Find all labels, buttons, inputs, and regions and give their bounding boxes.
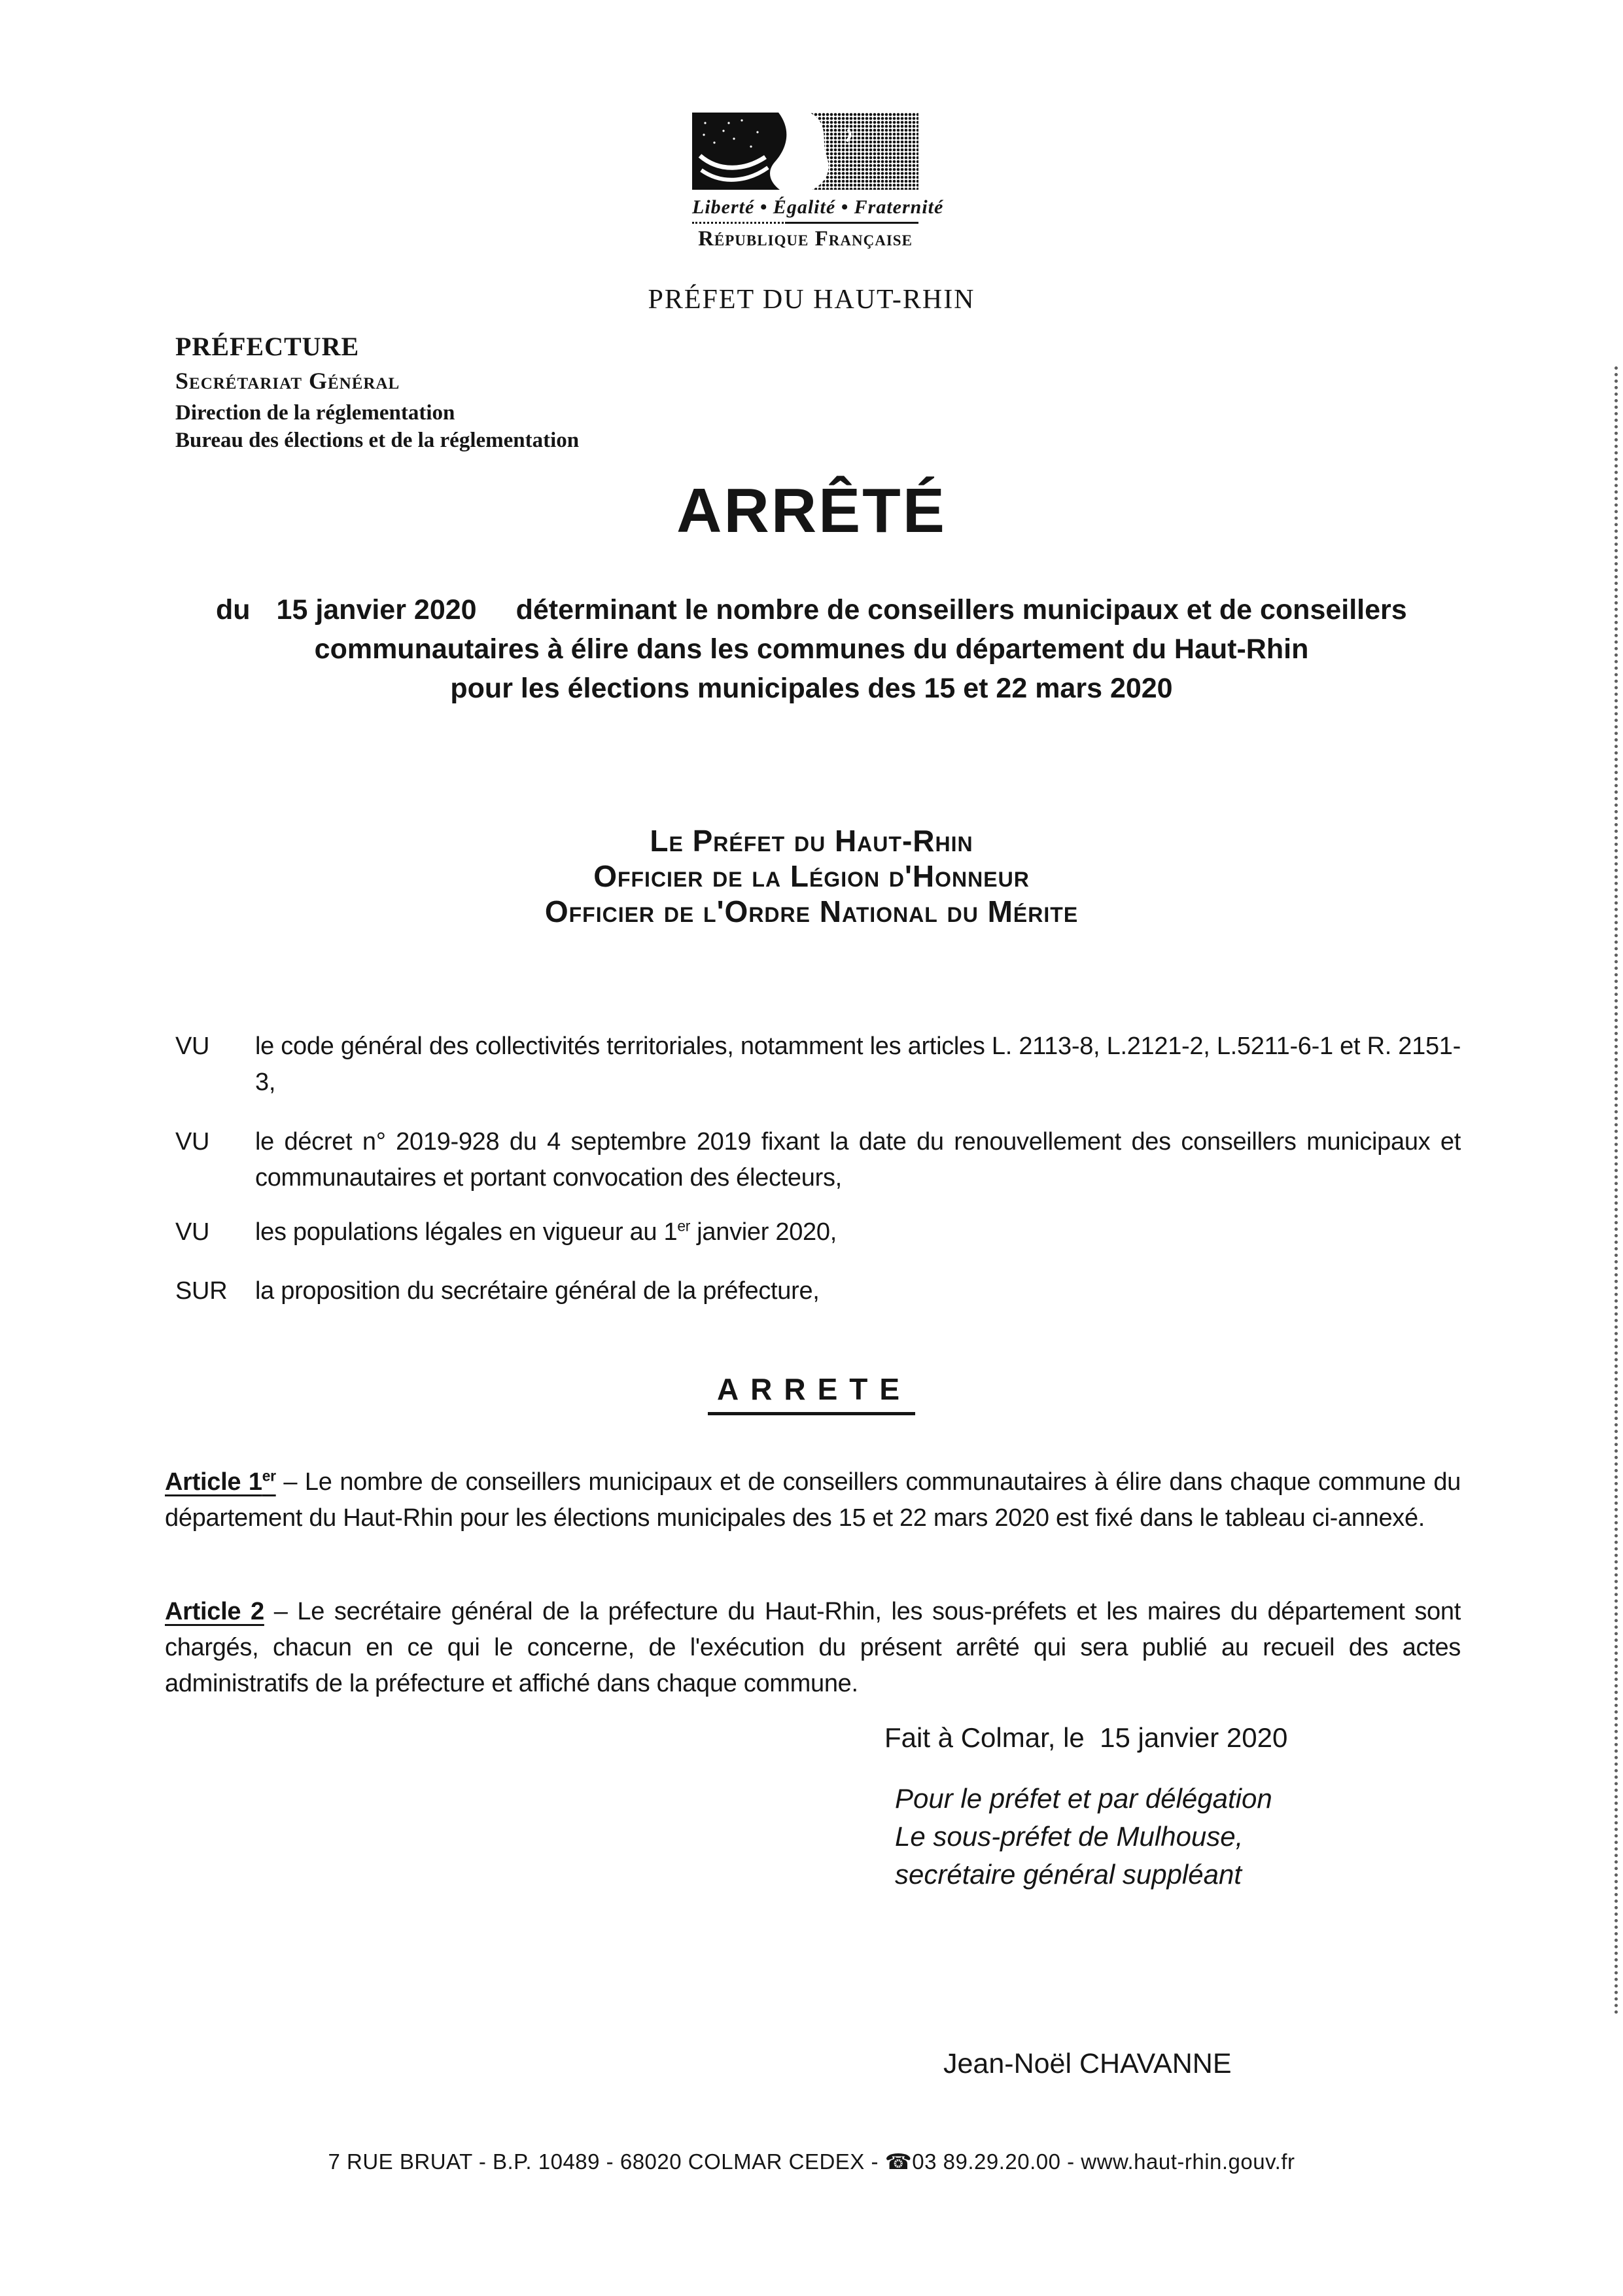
- subtitle-line-3: pour les élections municipales des 15 et 22 mars 2020: [450, 673, 1173, 704]
- clause-label: VU: [175, 1218, 210, 1246]
- footer-address-line: [0, 2149, 1623, 2174]
- subtitle-line-1-text: déterminant le nombre de conseillers municipaux et de conseillers: [515, 594, 1407, 626]
- authority-line-3: Officier de l'Ordre National du Mérite: [544, 894, 1079, 928]
- article-2-label: [165, 1598, 264, 1625]
- clause-vu-2: [175, 1124, 1461, 1196]
- phone-icon: ☎: [884, 2149, 913, 2174]
- article-1-label: [165, 1468, 276, 1496]
- prefet-du-haut-rhin-line: PRÉFET DU HAUT-RHIN: [648, 285, 975, 315]
- scan-artifact-line: [1614, 366, 1618, 2015]
- clause-label: VU: [175, 1033, 210, 1060]
- logo-motto: Liberté • Égalité • Fraternité: [692, 196, 944, 218]
- article-2: [165, 1594, 1461, 1702]
- article-2-label-text: Article 2: [165, 1598, 264, 1625]
- footer-address: 7 RUE BRUAT - B.P. 10489 - 68020 COLMAR CEDEX -: [328, 2149, 879, 2174]
- marianne-logo-block: [692, 113, 944, 251]
- delegation-line-3: secrétaire général suppléant: [895, 1859, 1242, 1890]
- article-1-label-text: Article 1: [165, 1468, 262, 1496]
- document-title: ARRÊTÉ: [676, 476, 947, 546]
- issuing-service-block: [175, 331, 579, 453]
- clause-sur: [175, 1273, 1461, 1309]
- clause-vu-1: [175, 1029, 1461, 1101]
- article-2-body: – Le secrétaire général de la préfecture du Haut-Rhin, les sous-préfets et les maires du département sont chargés, chacun en ce qui le concerne, de l'exécution du présent arrêté qui sera publié au recueil des actes administratifs de la préfecture et affiché dans chaque commune.: [165, 1598, 1461, 1697]
- secretariat-label: Secrétariat Général: [175, 368, 400, 394]
- article-1-body: – Le nombre de conseillers municipaux et de conseillers communautaires à élire dans chaque commune du département du Haut-Rhin pour les élections municipales des 15 et 22 mars 2020 est fixé dans le tableau ci-annexé.: [165, 1468, 1461, 1532]
- article-1: [165, 1464, 1461, 1536]
- bureau-label: Bureau des élections et de la réglementation: [175, 429, 580, 452]
- signatory-name: Jean-Noël CHAVANNE: [943, 2048, 1232, 2079]
- clause-text-pre: les populations légales en vigueur au 1: [255, 1218, 678, 1246]
- subtitle-line-2: communautaires à élire dans les communes du département du Haut-Rhin: [314, 633, 1309, 665]
- authority-block: [0, 823, 1623, 929]
- logo-divider-solid: [787, 222, 918, 224]
- clause-text: [255, 1214, 1461, 1250]
- clause-text: le code général des collectivités territoriales, notamment les articles L. 2113-8, L.2121-2, L.5211-6-1 et R. 2151-3,: [255, 1033, 1461, 1096]
- prefecture-label: PRÉFECTURE: [175, 332, 360, 361]
- clause-label: SUR: [175, 1277, 228, 1305]
- clause-text: le décret n° 2019-928 du 4 septembre 2019 fixant la date du renouvellement des conseillers municipaux et communautaires et portant convocation des électeurs,: [255, 1128, 1461, 1192]
- logo-divider: [692, 222, 918, 224]
- arrete-heading-wrap: [0, 1371, 1623, 1415]
- subtitle-line-1: [216, 594, 1407, 626]
- direction-label: Direction de la réglementation: [175, 401, 455, 425]
- delegation-block: [895, 1780, 1272, 1894]
- arrete-heading: ARRETE: [708, 1371, 915, 1415]
- ordinal-superscript: er: [262, 1467, 276, 1485]
- delegation-line-1: Pour le préfet et par délégation: [895, 1783, 1272, 1814]
- delegation-line-2: Le sous-préfet de Mulhouse,: [895, 1821, 1244, 1852]
- place-and-date-line: Fait à Colmar, le 15 janvier 2020: [884, 1722, 1288, 1753]
- decree-date: 15 janvier 2020: [276, 594, 477, 626]
- clause-text: la proposition du secrétaire général de la préfecture,: [255, 1277, 820, 1305]
- clause-text-post: janvier 2020,: [697, 1218, 837, 1246]
- ordinal-superscript: er: [677, 1217, 690, 1235]
- subtitle-du: du: [216, 594, 251, 626]
- clause-vu-3: [175, 1214, 1461, 1250]
- clause-label: VU: [175, 1128, 210, 1156]
- marianne-logo: [692, 113, 918, 190]
- authority-line-2: Officier de la Légion d'Honneur: [593, 859, 1030, 893]
- logo-divider-dotted: [692, 222, 787, 224]
- footer-phone-and-site: 03 89.29.20.00 - www.haut-rhin.gouv.fr: [912, 2149, 1295, 2174]
- authority-line-1: Le Préfet du Haut-Rhin: [650, 824, 973, 858]
- logo-republic-label: République Française: [698, 227, 913, 251]
